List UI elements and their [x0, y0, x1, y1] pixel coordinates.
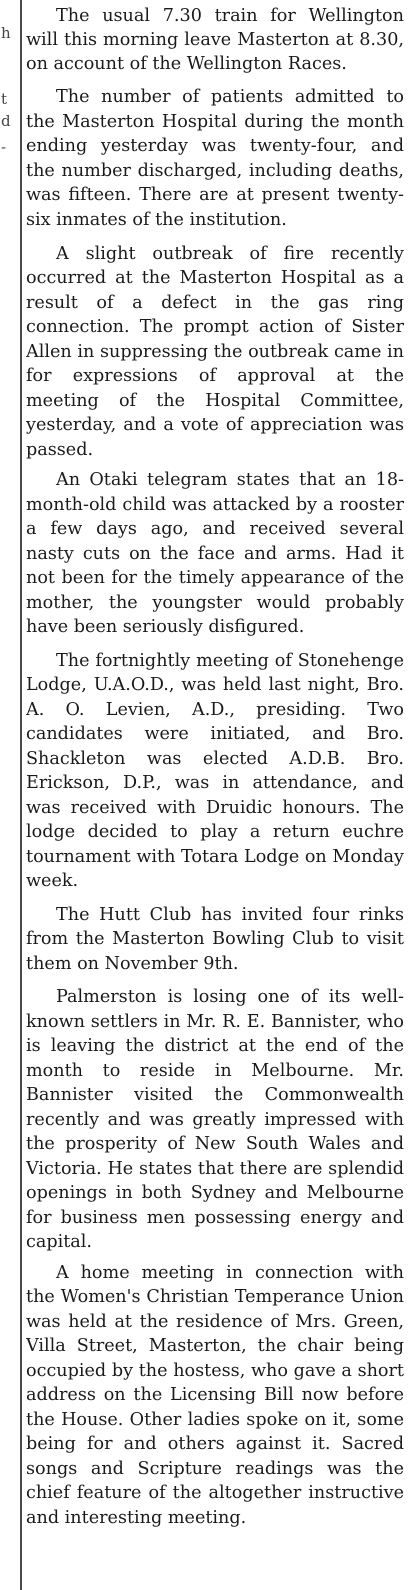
left-margin-strip — [0, 0, 22, 1590]
news-paragraph-hospital-patients: The number of patients admitted to the Masterton Hospital during the month ending yesterday was twenty-four, and the number discharged, including deaths, was fifteen. There are at present twenty-six inmates of the institution. — [26, 87, 404, 230]
news-paragraph-otaki-rooster: An Otaki telegram states that an 18-month-old child was attacked by a rooster a few days ago, and received several nasty cuts on the face and arms. Had it not been for the timely appearance of the mother, the youngster would probably have been seriously disfigured. — [26, 470, 404, 638]
margin-fragment: t — [1, 90, 8, 108]
margin-fragment: - — [1, 138, 7, 156]
news-paragraph-hospital-fire: A slight outbreak of fire recently occurred at the Masterton Hospital as a result of a defect in the gas ring connection. The prompt action of Sister Allen in suppressing the outbreak came in for expressions of approval at the meeting of the Hospital Committee, yesterday, and a vote of appreciation was passed. — [26, 243, 404, 460]
news-paragraph-lodge-meeting: The fortnightly meeting of Stonehenge Lodge, U.A.O.D., was held last night, Bro. A. O. Levien, A.D., presiding. Two candidates were initiated, and Bro. Shackleton was elected A.D.B. Bro. Erickson, D.P., was in attendance, and was received with Druidic honours. The lodge decided to play a return euchre tournament with Totara Lodge on Monday week. — [26, 650, 404, 892]
news-paragraph-wctu-meeting: A home meeting in connection with the Women's Christian Temperance Union was held at the residence of Mrs. Green, Villa Street, Masterton, the chair being occupied by the hostess, who gave a short address on the Licensing Bill now before the House. Other ladies spoke on it, some being for and others against it. Sacred songs and Scripture readings was the chief feature of the altogether instructive and interesting meeting. — [26, 1262, 404, 1528]
column-rule — [20, 0, 22, 1590]
news-paragraph-hutt-club: The Hutt Club has invited four rinks from the Masterton Bowling Club to visit them on November 9th. — [26, 904, 404, 974]
news-paragraph-palmerston-settler: Palmerston is losing one of its well-known settlers in Mr. R. E. Bannister, who is leaving the district at the end of the month to reside in Melbourne. Mr. Bannister visited the Commonwealth recently and was greatly impressed with the prosperity of New South Wales and Victoria. He states that there are splendid openings in both Sydney and Melbourne for business men possessing energy and capital. — [26, 987, 404, 1253]
news-paragraph-train-notice: The usual 7.30 train for Wellington will this morning leave Masterton at 8.30, on account of the Wellington Races. — [26, 6, 404, 74]
margin-fragment: d — [1, 112, 11, 130]
news-column — [26, 4, 404, 1584]
margin-fragment: h — [1, 24, 11, 42]
